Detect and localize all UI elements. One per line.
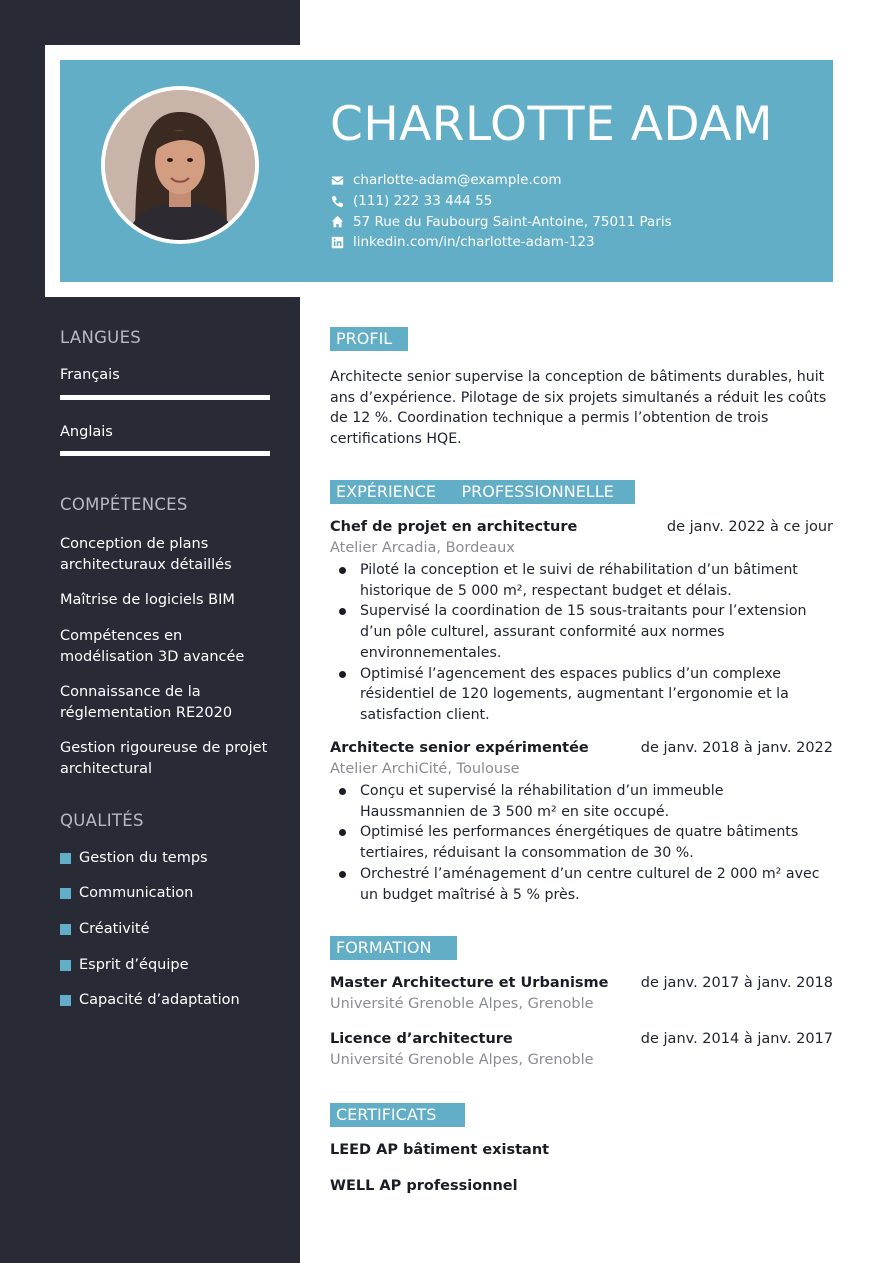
phone-text: (111) 222 33 444 55 [353,193,493,210]
email-text: charlotte-adam@example.com [353,172,562,189]
experience-section-title: EXPÉRIENCE PROFESSIONNELLE [330,480,635,504]
skill-item: Gestion rigoureuse de projet architectural [60,740,268,777]
job-bullets [330,560,833,726]
linkedin-icon [330,235,344,249]
contact-address [330,211,672,232]
skill-item: Maîtrise de logiciels BIM [60,592,235,608]
certification-item: WELL AP professionnel [330,1178,518,1194]
certification-item: LEED AP bâtiment existant [330,1142,550,1158]
bullet-square-icon [60,924,71,935]
avatar [101,86,259,244]
language-english: Anglais [60,424,113,440]
job-organization: Atelier Arcadia, Bordeaux [330,540,515,556]
skill-item: Compétences en modélisation 3D avancée [60,628,245,665]
job-dates: de janv. 2018 à janv. 2022 [640,740,833,756]
list-item: Supervisé la coordination de 15 sous-traitants pour l’extension d’un pôle culturel, assurant conformité aux normes environnementales. [330,601,833,663]
degree-dates: de janv. 2017 à janv. 2018 [640,975,833,991]
quality-item: Esprit d’équipe [60,957,189,973]
phone-icon [330,194,344,208]
bullet-square-icon [60,995,71,1006]
languages-title: LANGUES [60,328,142,347]
certifications-section-title: CERTIFICATS [330,1103,465,1127]
job-dates: de janv. 2022 à ce jour [666,519,833,535]
contact-email[interactable] [330,170,672,191]
language-english-level-bar [60,451,270,456]
skill-item: Conception de plans architecturaux détaillés [60,536,232,573]
degree-title: Licence d’architecture [330,1031,513,1047]
list-item: Optimisé les performances énergétiques de quatre bâtiments tertiaires, réduisant la consommation de 30 %. [330,822,833,863]
profile-photo [105,90,255,240]
job-title: Architecte senior expérimentée [330,740,589,756]
education-section-title: FORMATION [330,936,457,960]
contact-linkedin[interactable] [330,232,672,253]
contact-list [330,170,672,253]
contact-phone[interactable] [330,191,672,212]
quality-item: Gestion du temps [60,850,208,866]
list-item: Piloté la conception et le suivi de réhabilitation d’un bâtiment historique de 5 000 m², respectant budget et délais. [330,560,833,601]
list-item: Orchestré l’aménagement d’un centre culturel de 2 000 m² avec un budget maîtrisé à 5 % près. [330,864,833,905]
linkedin-text: linkedin.com/in/charlotte-adam-123 [353,234,595,251]
skill-item: Connaissance de la réglementation RE2020 [60,684,233,721]
skills-title: COMPÉTENCES [60,495,188,514]
quality-item: Capacité d’adaptation [60,992,240,1008]
language-french-level-bar [60,395,270,400]
candidate-name: CHARLOTTE ADAM [330,97,773,152]
bullet-square-icon [60,960,71,971]
envelope-icon [330,173,344,187]
qualities-title: QUALITÉS [60,811,144,830]
degree-dates: de janv. 2014 à janv. 2017 [640,1031,833,1047]
list-item: Conçu et supervisé la réhabilitation d’un immeuble Haussmannien de 3 500 m² en site occupé. [330,781,833,822]
job-organization: Atelier ArchiCité, Toulouse [330,761,520,777]
degree-school: Université Grenoble Alpes, Grenoble [330,996,594,1012]
bullet-square-icon [60,888,71,899]
list-item: Optimisé l’agencement des espaces publics d’un complexe résidentiel de 120 logements, augmentant l’ergonomie et la satisfaction client. [330,664,833,726]
profile-section-title: PROFIL [330,327,408,351]
degree-school: Université Grenoble Alpes, Grenoble [330,1052,594,1068]
language-french: Français [60,367,120,383]
home-icon [330,215,344,229]
bullet-square-icon [60,853,71,864]
job-bullets [330,781,833,905]
address-text: 57 Rue du Faubourg Saint-Antoine, 75011 Paris [353,213,672,230]
quality-item: Créativité [60,921,150,937]
job-title: Chef de projet en architecture [330,519,578,535]
profile-text: Architecte senior supervise la conception de bâtiments durables, huit ans d’expérience. Pilotage de six projets simultanés a réduit les coûts de 12 %. Coordination technique a permis l’obtention de trois certifications HQE. [330,369,827,448]
quality-item: Communication [60,885,193,901]
degree-title: Master Architecture et Urbanisme [330,975,609,991]
